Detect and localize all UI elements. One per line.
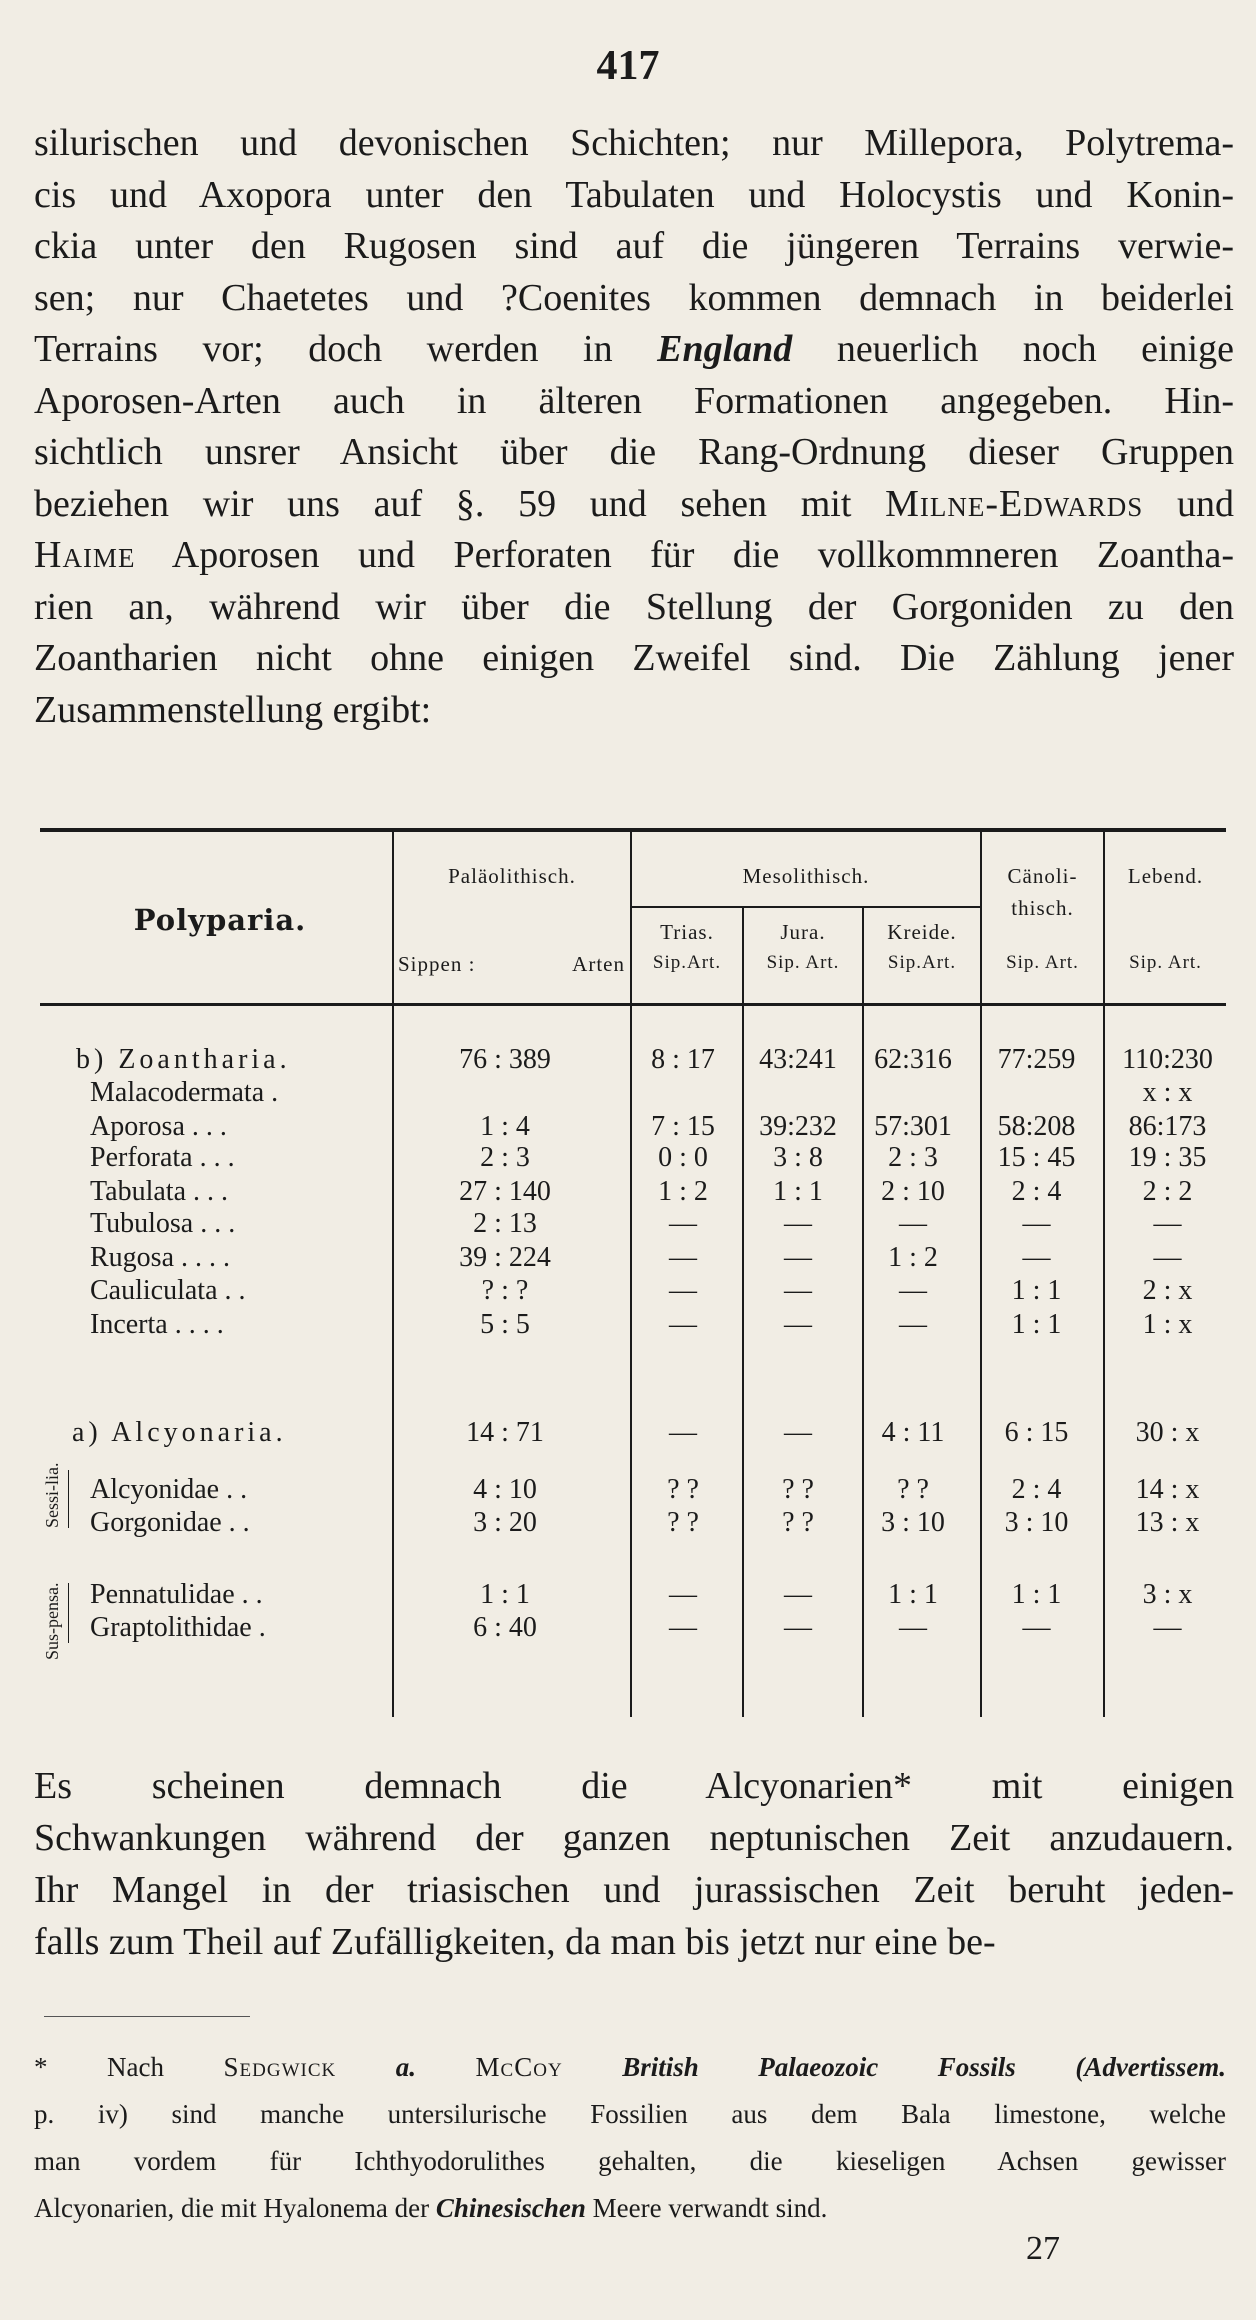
header-polyparia: Polyparia. (133, 903, 307, 937)
header-caeno-1: Cänoli- (1007, 864, 1078, 888)
row-label: Gorgonidae . . (90, 1507, 250, 1538)
cell-palaeo: 27 : 140 (459, 1176, 551, 1207)
row-label: Rugosa . . . . (90, 1242, 230, 1273)
header-lebend-sub: Sip. Art. (1129, 952, 1202, 973)
row-label: Malacodermata . (90, 1077, 279, 1108)
cell-caeno: 15 : 45 (997, 1142, 1076, 1173)
meso-sub-rule (632, 906, 980, 908)
cell-caeno: 1 : 1 (1011, 1309, 1062, 1340)
header-meso: Mesolithisch. (742, 864, 870, 888)
cell-jura: 43:241 (759, 1044, 837, 1075)
cell-palaeo: 39 : 224 (459, 1242, 551, 1273)
cell-jura: ? ? (782, 1507, 814, 1538)
cell-jura: — (784, 1242, 812, 1273)
cell-kreide: — (899, 1309, 927, 1340)
cell-lebend: 19 : 35 (1128, 1142, 1207, 1173)
footnote-line: * Nach Sedgwick a. McCoy British Palaeozoic Fossils (Advertissem. (34, 2052, 1227, 2082)
sessilia-bracket (68, 1470, 69, 1528)
cell-lebend: 2 : 2 (1142, 1176, 1193, 1207)
row-label: Tabulata . . . (90, 1176, 228, 1207)
cell-caeno: 2 : 4 (1011, 1474, 1062, 1505)
cell-caeno: 1 : 1 (1011, 1579, 1062, 1610)
cell-trias: — (669, 1208, 697, 1239)
cell-palaeo: 2 : 3 (480, 1142, 530, 1173)
header-caeno-2: thisch. (1011, 896, 1074, 920)
cell-lebend: 110:230 (1122, 1044, 1213, 1075)
cell-trias: — (669, 1242, 697, 1273)
cell-caeno: — (1022, 1612, 1051, 1643)
footnote-line: Alcyonarien, die mit Hyalonema der Chinesischen Meere verwandt sind. (34, 2193, 828, 2223)
header-jura: Jura. (780, 920, 826, 944)
cell-jura: — (784, 1612, 812, 1643)
cell-kreide: 4 : 11 (881, 1417, 945, 1448)
header-palaeo-arten: Arten (572, 952, 625, 976)
side-label-suspensa: Sus-pensa. (42, 1582, 62, 1660)
header-lebend: Lebend. (1127, 864, 1204, 888)
side-label-sessilia: Sessi-lia. (42, 1462, 62, 1528)
suspensa-bracket (68, 1583, 69, 1643)
row-label: Alcyonidae . . (90, 1474, 248, 1505)
bottom-text-line: falls zum Theil auf Zufälligkeiten, da man bis jetzt nur eine be- (34, 1921, 996, 1963)
cell-trias: 7 : 15 (651, 1111, 715, 1142)
header-caeno-sub: Sip. Art. (1006, 952, 1079, 973)
cell-lebend: 2 : x (1142, 1275, 1193, 1306)
row-label: Incerta . . . . (90, 1309, 224, 1340)
cell-jura: 39:232 (759, 1111, 837, 1142)
cell-kreide: 2 : 10 (881, 1176, 945, 1207)
table-top-rule (40, 828, 1226, 832)
cell-jura: — (784, 1417, 812, 1448)
page-number: 417 (596, 43, 660, 89)
row-label: Perforata . . . (90, 1142, 235, 1173)
cell-lebend: 3 : x (1142, 1579, 1193, 1610)
cell-palaeo: 6 : 40 (473, 1612, 537, 1643)
table-header-rule (40, 1003, 1226, 1006)
cell-jura: 3 : 8 (773, 1142, 823, 1173)
footnote-line: p. iv) sind manche untersilurische Fossilien aus dem Bala limestone, welche (34, 2099, 1226, 2129)
cell-trias: ? ? (667, 1507, 699, 1538)
row-label: Aporosa . . . (90, 1111, 227, 1142)
row-label: Cauliculata . . (90, 1275, 246, 1306)
cell-lebend: 30 : x (1135, 1417, 1200, 1448)
cell-kreide: 2 : 3 (888, 1142, 938, 1173)
header-palaeo: Paläolithisch. (448, 864, 576, 888)
cell-kreide: 62:316 (874, 1044, 952, 1075)
top-text-line: beziehen wir uns auf §. 59 und sehen mit Milne-Edwards und (34, 482, 1234, 525)
header-kreide-sub: Sip.Art. (887, 952, 957, 973)
top-text-line: sen; nur Chaetetes und ?Coenites kommen demnach in beiderlei (34, 276, 1234, 319)
cell-jura: — (784, 1309, 812, 1340)
cell-trias: — (669, 1309, 697, 1340)
header-jura-sub: Sip. Art. (766, 952, 840, 973)
cell-caeno: 2 : 4 (1011, 1176, 1062, 1207)
cell-trias: — (669, 1612, 697, 1643)
top-text-line: cis und Axopora unter den Tabulaten und Holocystis und Konin- (34, 173, 1234, 216)
cell-kreide: 1 : 2 (888, 1242, 938, 1273)
top-text-line: Terrains vor; doch werden in England neuerlich noch einige (34, 328, 1234, 370)
body-paragraph-top (34, 118, 1234, 736)
cell-trias: 0 : 0 (658, 1142, 708, 1173)
cell-jura: ? ? (782, 1474, 814, 1505)
top-text-line: ckia unter den Rugosen sind auf die jüngeren Terrains verwie- (34, 225, 1234, 267)
cell-palaeo: 1 : 4 (480, 1111, 530, 1142)
cell-lebend: — (1153, 1242, 1182, 1273)
header-trias-sub: Sip.Art. (652, 952, 722, 973)
cell-jura: — (784, 1208, 812, 1239)
cell-caeno: 58:208 (997, 1111, 1076, 1142)
top-text-line: sichtlich unsrer Ansicht über die Rang-Ordnung dieser Gruppen (34, 431, 1234, 473)
cell-lebend: x : x (1142, 1077, 1193, 1108)
cell-palaeo: 5 : 5 (480, 1309, 530, 1340)
cell-jura: 1 : 1 (773, 1176, 823, 1207)
header-trias: Trias. (660, 920, 714, 944)
footnote (34, 2044, 1226, 2232)
row-label: Pennatulidae . . (90, 1579, 263, 1610)
cell-lebend: 14 : x (1135, 1474, 1200, 1505)
cell-palaeo: ? : ? (481, 1275, 529, 1306)
cell-lebend: 13 : x (1135, 1507, 1200, 1538)
cell-trias: — (669, 1275, 697, 1306)
cell-trias: 1 : 2 (658, 1176, 708, 1207)
row-label: Tubulosa . . . (90, 1208, 236, 1239)
cell-caeno: — (1022, 1208, 1051, 1239)
polyparia-table (40, 828, 1226, 1718)
top-text-line: silurischen und devonischen Schichten; nur Millepora, Polytrema- (34, 122, 1234, 164)
cell-caeno: 1 : 1 (1011, 1275, 1062, 1306)
cell-trias: ? ? (667, 1474, 699, 1505)
header-kreide: Kreide. (887, 920, 957, 944)
cell-trias: — (669, 1417, 697, 1448)
cell-palaeo: 2 : 13 (473, 1208, 537, 1239)
cell-caeno: 3 : 10 (1004, 1507, 1069, 1538)
cell-kreide: — (899, 1612, 927, 1643)
cell-lebend: 86:173 (1128, 1111, 1207, 1142)
cell-caeno: — (1022, 1242, 1051, 1273)
body-paragraph-bottom (34, 1760, 1234, 1968)
top-text-line: rien an, während wir über die Stellung der Gorgoniden zu den (34, 585, 1234, 628)
cell-lebend: — (1153, 1208, 1182, 1239)
cell-lebend: 1 : x (1142, 1309, 1193, 1340)
cell-lebend: — (1153, 1612, 1182, 1643)
cell-trias: 8 : 17 (651, 1044, 715, 1075)
cell-palaeo: 4 : 10 (473, 1474, 537, 1505)
cell-kreide: — (899, 1275, 927, 1306)
top-text-line: Zoantharien nicht ohne einigen Zweifel sind. Die Zählung jener (34, 637, 1234, 679)
cell-caeno: 77:259 (997, 1044, 1076, 1075)
cell-kreide: 57:301 (874, 1111, 952, 1142)
signature-mark: 27 (1026, 2230, 1060, 2267)
bottom-text-line: Es scheinen demnach die Alcyonarien* mit einigen (34, 1765, 1234, 1807)
cell-palaeo: 1 : 1 (480, 1579, 530, 1610)
cell-palaeo: 3 : 20 (473, 1507, 537, 1538)
cell-kreide: ? ? (897, 1474, 929, 1505)
cell-kreide: 3 : 10 (881, 1507, 945, 1538)
cell-palaeo: 76 : 389 (459, 1044, 551, 1075)
cell-jura: — (784, 1579, 812, 1610)
cell-kreide: — (899, 1208, 927, 1239)
header-palaeo-sippen: Sippen : (398, 952, 476, 976)
row-label: b) Zoantharia. (76, 1044, 291, 1075)
cell-kreide: 1 : 1 (888, 1579, 938, 1610)
row-label: a) Alcyonaria. (72, 1417, 287, 1448)
bottom-text-line: Ihr Mangel in der triasischen und jurassischen Zeit beruht jeden- (34, 1869, 1234, 1911)
cell-jura: — (784, 1275, 812, 1306)
cell-caeno: 6 : 15 (1004, 1417, 1069, 1448)
footnote-rule (44, 2016, 250, 2017)
top-text-line: Zusammenstellung ergibt: (34, 688, 432, 731)
footnote-line: man vordem für Ichthyodorulithes gehalten, die kieseligen Achsen gewisser (34, 2146, 1226, 2176)
bottom-text-line: Schwankungen während der ganzen neptunischen Zeit anzudauern. (34, 1817, 1234, 1859)
cell-trias: — (669, 1579, 697, 1610)
row-label: Graptolithidae . (90, 1612, 266, 1643)
cell-palaeo: 14 : 71 (466, 1417, 544, 1448)
top-text-line: Haime Aporosen und Perforaten für die vollkommneren Zoantha- (34, 534, 1234, 576)
top-text-line: Aporosen-Arten auch in älteren Formationen angegeben. Hin- (34, 379, 1234, 422)
